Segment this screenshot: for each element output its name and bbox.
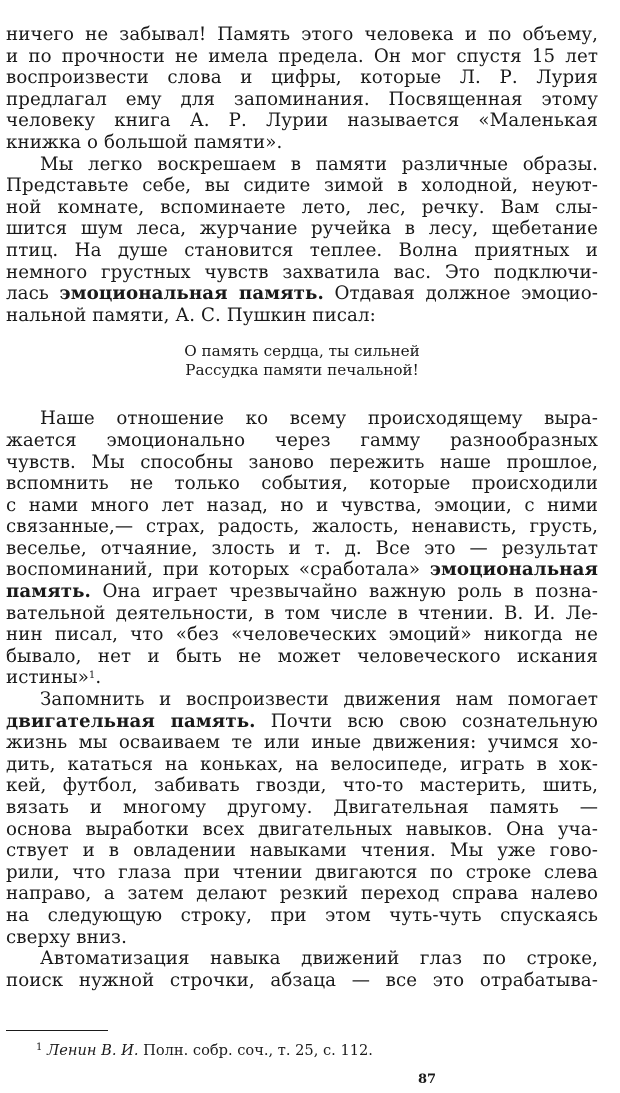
text-line: немного грустных чувств захватила вас. Это подключи- bbox=[6, 261, 598, 283]
text-line: ничего не забывал! Память этого человека и по объему, bbox=[6, 24, 598, 45]
bold-term: эмоциональная bbox=[429, 559, 598, 581]
text-line: Наше отношение ко всему происходящему выра- bbox=[40, 408, 598, 430]
footnote-reference: 1 bbox=[88, 670, 96, 682]
bold-term: память. bbox=[6, 581, 91, 603]
text-line: лась эмоциональная память. Отдавая должное эмоцио- bbox=[6, 283, 598, 305]
poem-line: О память сердца, ты сильней bbox=[184, 342, 420, 361]
poem-quote bbox=[6, 342, 598, 380]
paragraph-3 bbox=[6, 408, 598, 689]
footnote-marker: 1 bbox=[36, 1042, 43, 1053]
text-line: с нами много лет назад, но и чувства, эмоции, с ними bbox=[6, 494, 598, 516]
text-line: бывало, нет и быть не может человеческого искания bbox=[6, 645, 598, 667]
text-line bbox=[6, 667, 598, 689]
paragraph-2 bbox=[6, 154, 598, 327]
text-line: сверху вниз. bbox=[6, 926, 127, 948]
bold-term: двигательная память. bbox=[6, 710, 256, 732]
text-line: ной комнате, вспоминаете лето, лес, речку. Вам слы- bbox=[6, 196, 598, 218]
text-line bbox=[6, 559, 598, 581]
text-line: основа выработки всех двигательных навыков. Она уча- bbox=[6, 818, 598, 840]
poem-line: Рассудка памяти печальной! bbox=[185, 361, 419, 380]
text-fragment: воспоминаний, при которых «сработала» bbox=[6, 559, 421, 581]
text-line: дить, кататься на коньках, на велосипеде, играть в хок- bbox=[6, 753, 598, 775]
text-line: веселье, отчаяние, злость и т. д. Все это — результат bbox=[6, 537, 598, 559]
paragraph-5 bbox=[6, 948, 598, 991]
text-line: жизнь мы осваиваем те или иные движения: учимся хо- bbox=[6, 732, 598, 754]
text-line: птиц. На душе становится теплее. Волна приятных и bbox=[6, 239, 598, 261]
text-line: вязать и многому другому. Двигательная память — bbox=[6, 797, 598, 818]
page-body bbox=[6, 24, 598, 991]
text-line: вательной деятельности, в том числе в чтении. В. И. Ле- bbox=[6, 602, 598, 624]
text-line bbox=[6, 711, 598, 733]
text-line bbox=[6, 581, 598, 603]
page-number: 87 bbox=[418, 1072, 437, 1087]
footnote-divider bbox=[6, 1030, 108, 1031]
text-line: рили, что глаза при чтении двигаются по строке слева bbox=[6, 861, 598, 883]
text-line: кей, футбол, забивать гвозди, что-то мастерить, шить, bbox=[6, 775, 598, 797]
text-line: направо, а затем делают резкий переход справа налево bbox=[6, 883, 598, 905]
text-line: вспомнить не только события, которые происходили bbox=[6, 473, 598, 495]
text-line: связанные,— страх, радость, жалость, ненависть, грусть, bbox=[6, 516, 598, 538]
text-line: человеку книга А. Р. Лурии называется «Маленькая bbox=[6, 110, 598, 132]
footnote-source: Полн. собр. соч., т. 25, с. 112. bbox=[143, 1042, 373, 1059]
text-line: Запомнить и воспроизвести движения нам помогает bbox=[40, 689, 598, 711]
text-line: Представьте себе, вы сидите зимой в холодной, неуют- bbox=[6, 175, 598, 197]
text-line: предлагал ему для запоминания. Посвященная этому bbox=[6, 88, 598, 110]
text-line: поиск нужной строчки, абзаца — все это отрабатыва- bbox=[6, 969, 598, 991]
text-fragment: истины» bbox=[6, 667, 89, 689]
bold-term: эмоциональная память. bbox=[59, 283, 324, 305]
text-line: воспроизвести слова и цифры, которые Л. Р. Лурия bbox=[6, 67, 598, 89]
text-line: нальной памяти, А. С. Пушкин писал: bbox=[6, 304, 376, 326]
text-line: жается эмоционально через гамму разнообразных bbox=[6, 429, 598, 451]
text-line: шится шум леса, журчание ручейка в лесу, щебетание bbox=[6, 218, 598, 240]
footnote bbox=[36, 1041, 373, 1060]
text-line: чувств. Мы способны заново пережить наше прошлое, bbox=[6, 451, 598, 473]
text-fragment: Она играет чрезвычайно важную роль в позна- bbox=[102, 581, 598, 603]
text-line: книжка о большой памяти». bbox=[6, 131, 283, 153]
text-line: и по прочности не имела предела. Он мог спустя 15 лет bbox=[6, 45, 598, 67]
footnote-author: Ленин В. И. bbox=[47, 1042, 139, 1059]
text-fragment: Почти всю свою сознательную bbox=[270, 710, 598, 732]
paragraph-1 bbox=[6, 24, 598, 154]
text-line: нин писал, что «без «человеческих эмоций» никогда не bbox=[6, 624, 598, 646]
text-line: на следующую строку, при этом чуть-чуть спускаясь bbox=[6, 904, 598, 926]
paragraph-4 bbox=[6, 689, 598, 948]
text-line: Мы легко воскрешаем в памяти различные образы. bbox=[40, 153, 598, 175]
text-line: Автоматизация навыка движений глаз по строке, bbox=[40, 948, 598, 970]
text-fragment: . bbox=[95, 667, 102, 689]
text-line: ствует и в овладении навыками чтения. Мы уже гово- bbox=[6, 840, 598, 862]
